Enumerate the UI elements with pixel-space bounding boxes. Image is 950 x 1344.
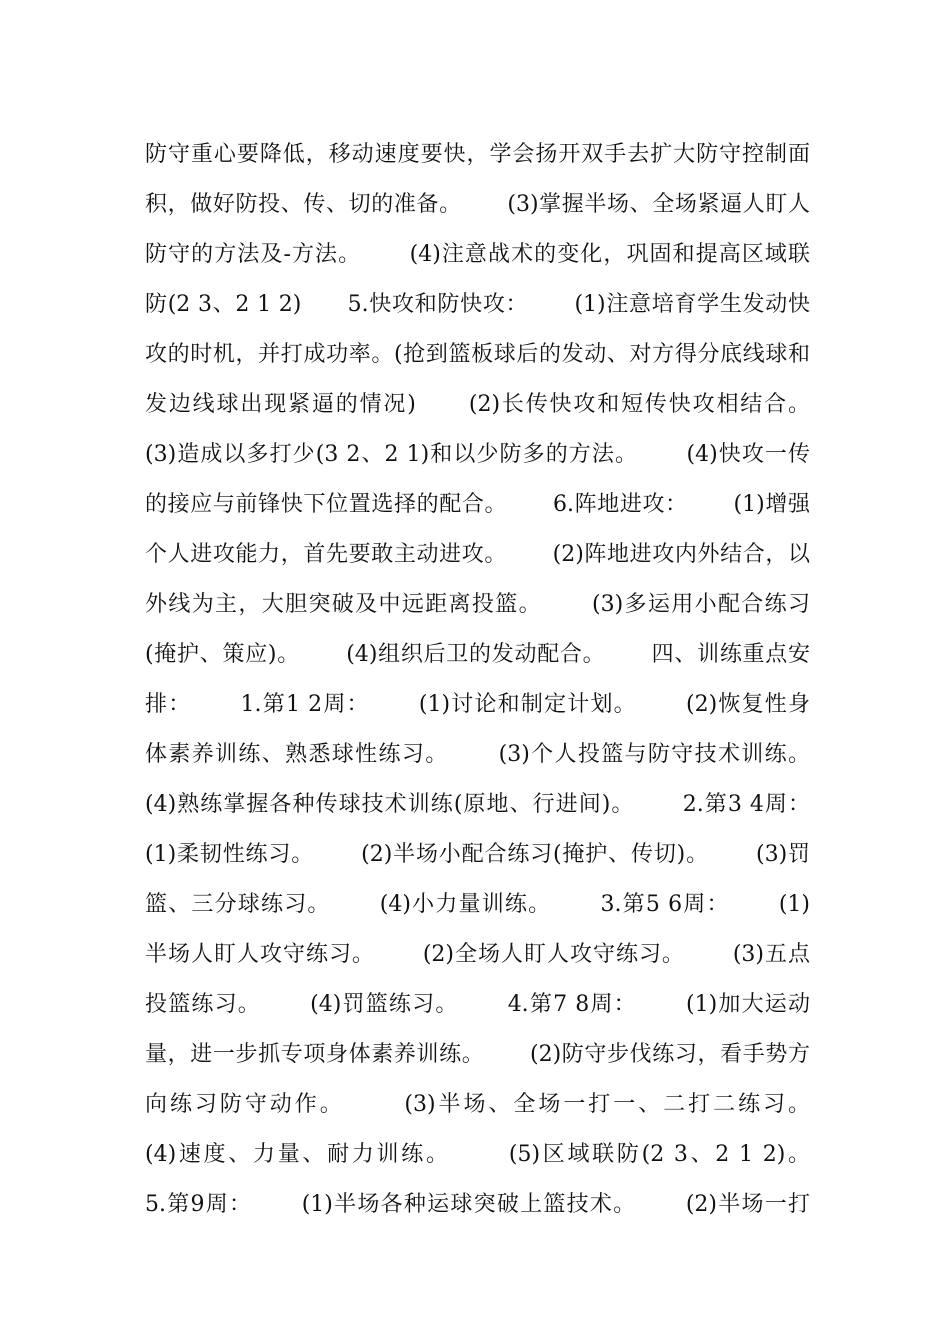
text-line: 个人进攻能力，首先要敢主动进攻。 (2)阵地进攻内外结合，以	[145, 542, 810, 567]
body-text	[145, 130, 810, 1230]
text-line: 防(2 3、2 1 2) 5.快攻和防快攻： (1)注意培育学生发动快	[145, 292, 810, 317]
text-line: 篮、三分球练习。 (4)小力量训练。 3.第5 6周： (1)	[145, 892, 810, 917]
text-line: (4)速度、力量、耐力训练。 (5)区域联防(2 3、2 1 2)。	[145, 1142, 810, 1167]
text-line: 体素养训练、熟悉球性练习。 (3)个人投篮与防守技术训练。	[145, 742, 810, 767]
text-line: 的接应与前锋快下位置选择的配合。 6.阵地进攻： (1)增强	[145, 492, 810, 517]
text-line: 积，做好防投、传、切的准备。 (3)掌握半场、全场紧逼人盯人	[145, 192, 810, 217]
text-line: (4)熟练掌握各种传球技术训练(原地、行进间)。 2.第3 4周：	[145, 792, 810, 817]
text-line: 量，进一步抓专项身体素养训练。 (2)防守步伐练习，看手势方	[145, 1042, 810, 1067]
text-line: 发边线球出现紧逼的情况) (2)长传快攻和短传快攻相结合。	[145, 392, 810, 417]
text-line: 防守重心要降低，移动速度要快，学会扬开双手去扩大防守控制面	[145, 142, 810, 167]
text-line: 攻的时机，并打成功率。(抢到篮板球后的发动、对方得分底线球和	[145, 342, 810, 367]
text-line: 外线为主，大胆突破及中远距离投篮。 (3)多运用小配合练习	[145, 592, 810, 617]
text-line: 投篮练习。 (4)罚篮练习。 4.第7 8周： (1)加大运动	[145, 992, 810, 1017]
text-line: 防守的方法及-方法。 (4)注意战术的变化，巩固和提高区域联	[145, 242, 810, 267]
text-line: 5.第9周： (1)半场各种运球突破上篮技术。 (2)半场一打	[145, 1192, 810, 1217]
text-line: 排： 1.第1 2周： (1)讨论和制定计划。 (2)恢复性身	[145, 692, 810, 717]
text-line: (1)柔韧性练习。 (2)半场小配合练习(掩护、传切)。 (3)罚	[145, 842, 810, 867]
text-line: 半场人盯人攻守练习。 (2)全场人盯人攻守练习。 (3)五点	[145, 942, 810, 967]
text-line: 向练习防守动作。 (3)半场、全场一打一、二打二练习。	[145, 1092, 810, 1117]
text-line: (掩护、策应)。 (4)组织后卫的发动配合。 四、训练重点安	[145, 642, 810, 667]
text-line: (3)造成以多打少(3 2、2 1)和以少防多的方法。 (4)快攻一传	[145, 442, 810, 467]
